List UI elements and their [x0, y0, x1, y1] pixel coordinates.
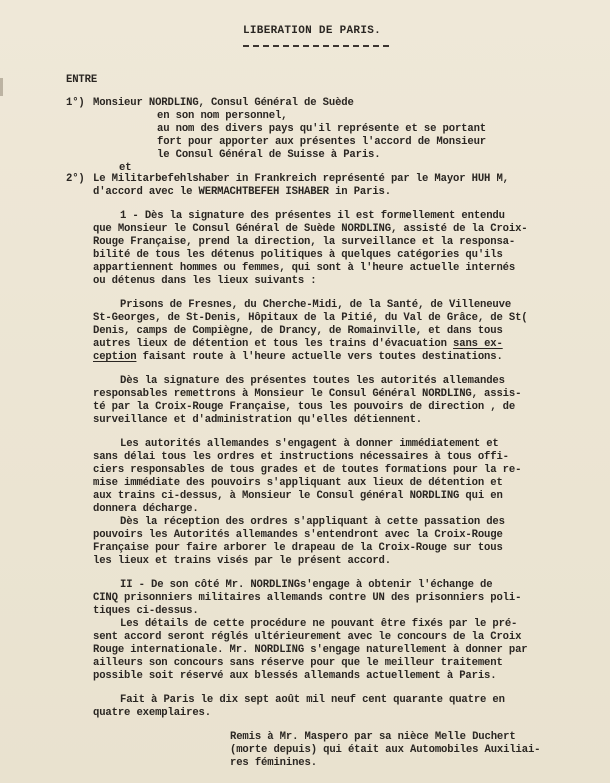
party2-number: 2°)	[66, 173, 85, 185]
para1-line: appartiennent hommes ou femmes, qui sont à l'heure actuelle internés	[93, 262, 516, 274]
party1-line: Monsieur NORDLING, Consul Général de Suède	[93, 97, 354, 109]
para2-line: té par la Croix-Rouge Française, tous les pouvoirs de direction , de	[93, 401, 516, 413]
para2-line: Dès la signature des présentes toutes les autorités allemandes	[120, 375, 505, 387]
prisons-line: autres lieux de détention et tous les trains d'évacuation sans ex-	[93, 338, 503, 350]
provenance-note-line: res féminines.	[230, 757, 317, 769]
party1-number: 1°)	[66, 97, 85, 109]
party2-line: d'accord avec le WERMACHTBEFEH ISHABER in Paris.	[93, 186, 391, 198]
closing-line: Fait à Paris le dix sept août mil neuf cent quarante quatre en	[120, 694, 505, 706]
title-underline	[243, 45, 389, 47]
para3-line: ciers responsables de tous grades et de toutes formations pour la re-	[93, 464, 522, 476]
closing-line: quatre exemplaires.	[93, 707, 211, 719]
prisons-line: ception faisant route à l'heure actuelle vers toutes destinations.	[93, 351, 503, 363]
party1-line: fort pour apporter aux présentes l'accord de Monsieur	[157, 136, 486, 148]
document-title: LIBERATION DE PARIS.	[243, 25, 382, 37]
party1-line: au nom des divers pays qu'il représente et se portant	[157, 123, 486, 135]
para3-line: Les autorités allemandes s'engagent à donner immédiatement et	[120, 438, 499, 450]
para3-line: donnera décharge.	[93, 503, 199, 515]
para4-line: sent accord seront réglés ultérieurement avec le concours de la Croix	[93, 631, 522, 643]
para3-line: mise immédiate des pouvoirs s'appliquant aux lieux de détention et	[93, 477, 503, 489]
para1-line: que Monsieur le Consul Général de Suède NORDLING, assisté de la Croix-	[93, 223, 528, 235]
para4-line: II - De son côté Mr. NORDLINGs'engage à obtenir l'échange de	[120, 579, 493, 591]
provenance-note-line: (morte depuis) qui était aux Automobiles Auxiliai-	[230, 744, 541, 756]
entre-label: ENTRE	[66, 74, 98, 86]
margin-mark	[0, 78, 3, 96]
para2-line: responsables remettrons à Monsieur le Consul Général NORDLING, assis-	[93, 388, 522, 400]
para4-line: possible soit réservé aux blessés allemands actuellement à Paris.	[93, 670, 497, 682]
party1-line: en son nom personnel,	[157, 110, 288, 122]
underlined-text: ception	[93, 351, 137, 363]
para4-line: tiques ci-dessus.	[93, 605, 199, 617]
para1-line: ou détenus dans les lieux suivants :	[93, 275, 317, 287]
prisons-line: Prisons de Fresnes, du Cherche-Midi, de la Santé, de Villeneuve	[120, 299, 512, 311]
para3-line: pouvoirs les Autorités allemandes s'entendront avec la Croix-Rouge	[93, 529, 503, 541]
para1-line: Rouge Française, prend la direction, la surveillance et la responsa-	[93, 236, 516, 248]
para3-line: les lieux et trains visés par le présent accord.	[93, 555, 391, 567]
para3-line: sans délai tous les ordres et instructions nécessaires à tous offi-	[93, 451, 509, 463]
prisons-line: St-Georges, de St-Denis, Hôpitaux de la Pitié, du Val de Grâce, de St(	[93, 312, 528, 324]
party2-line: Le Militarbefehlshaber in Frankreich représenté par le Mayor HUH M,	[93, 173, 509, 185]
para1-line: 1 - Dès la signature des présentes il est formellement entendu	[120, 210, 505, 222]
underlined-text: sans ex-	[453, 338, 503, 350]
para4-line: CINQ prisonniers militaires allemands contre UN des prisonniers poli-	[93, 592, 522, 604]
para3-line: aux trains ci-dessus, à Monsieur le Consul général NORDLING qui en	[93, 490, 503, 502]
para3-line: Française pour faire arborer le drapeau de la Croix-Rouge sur tous	[93, 542, 503, 554]
para4-line: ailleurs son concours sans réserve pour que le meilleur traitement	[93, 657, 503, 669]
prisons-line: Denis, camps de Compiègne, de Drancy, de Romainville, et dans tous	[93, 325, 503, 337]
para1-line: bilité de tous les détenus politiques à quelques catégories qu'ils	[93, 249, 503, 261]
para4-line: Rouge internationale. Mr. NORDLING s'engage naturellement à donner par	[93, 644, 528, 656]
para4-line: Les détails de cette procédure ne pouvant être fixés par le pré-	[120, 618, 518, 630]
para2-line: surveillance et d'administration qu'elles détiennent.	[93, 414, 422, 426]
et-label: et	[119, 162, 132, 174]
provenance-note-line: Remis à Mr. Maspero par sa nièce Melle Duchert	[230, 731, 516, 743]
para3-line: Dès la réception des ordres s'appliquant à cette passation des	[120, 516, 505, 528]
party1-line: le Consul Général de Suisse à Paris.	[157, 149, 381, 161]
